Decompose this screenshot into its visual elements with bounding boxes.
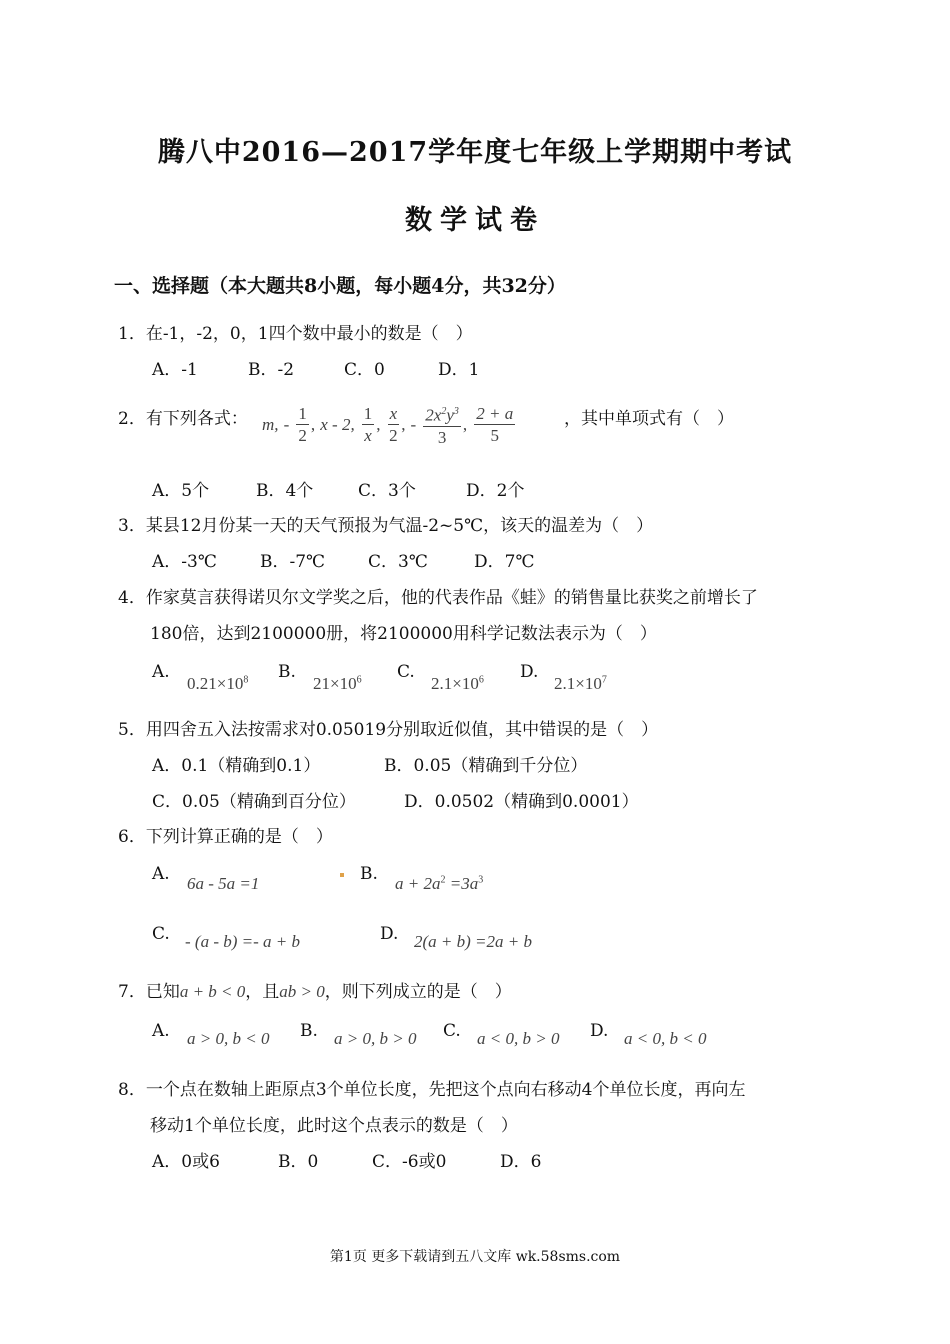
- fraction-2x2y3-over-3: [423, 402, 461, 449]
- question-6-option-d: D.: [380, 924, 399, 944]
- base: 0.21×10: [187, 674, 244, 693]
- question-6-option-c: C.: [152, 924, 170, 944]
- question-4-option-a: A.: [152, 662, 170, 682]
- minus-sign: -: [283, 414, 290, 434]
- question-4-option-c: C.: [397, 662, 415, 682]
- question-6-option-b: B.: [360, 864, 378, 884]
- question-6-option-a: A.: [152, 864, 170, 884]
- question-4-stem-line2: 180倍，达到2100000册，将2100000用科学记数法表示为（ ）: [150, 624, 657, 644]
- question-3-option-b: B．-7℃: [260, 552, 326, 572]
- question-3-option-a: A．-3℃: [152, 552, 217, 572]
- question-8-option-c: C．-6或0: [372, 1152, 447, 1172]
- fraction-1-over-x: [362, 404, 375, 447]
- expr-m: m,: [262, 414, 279, 434]
- exam-title: 腾八中2016—2017学年度七年级上学期期中考试: [157, 137, 793, 168]
- expr-lhs: a + 2a: [395, 874, 441, 893]
- question-8-stem-line1: 8．一个点在数轴上距原点3个单位长度，先把这个点向右移动4个单位长度，再向左: [118, 1080, 746, 1100]
- question-8-option-d: D．6: [500, 1152, 542, 1172]
- section-heading: 一、选择题（本大题共8小题，每小题4分，共32分）: [114, 275, 566, 297]
- fraction-1-over-2: [296, 404, 309, 447]
- question-8-stem-line2: 移动1个单位长度，此时这个点表示的数是（ ）: [150, 1116, 518, 1136]
- denominator: x: [364, 425, 372, 445]
- stray-dot: [340, 873, 344, 877]
- question-4-option-d: D.: [520, 662, 539, 682]
- question-1-option-d: D．1: [438, 360, 480, 380]
- condition-2: ab > 0: [279, 982, 325, 1001]
- numerator: x: [389, 403, 398, 423]
- numerator: 2x: [425, 405, 442, 425]
- numerator: 1: [363, 403, 373, 423]
- base: 2.1×10: [554, 674, 602, 693]
- question-6-option-b-expr: $a + 2a^2 =3a^3$: [395, 874, 484, 893]
- question-1-option-a: A．-1: [152, 360, 198, 380]
- question-7-option-c: C.: [443, 1021, 461, 1041]
- exponent: 6: [356, 674, 362, 686]
- denominator: 2: [389, 425, 398, 445]
- question-1-stem: 1．在-1，-2，0，1四个数中最小的数是（ ）: [118, 324, 473, 344]
- question-2-expressions: [262, 402, 517, 449]
- question-2-tail: ，其中单项式有（ ）: [564, 409, 734, 429]
- base: 2.1×10: [431, 674, 479, 693]
- question-8-option-b: B．0: [278, 1152, 319, 1172]
- question-4-stem-line1: 4．作家莫言获得诺贝尔文学奖之后，他的代表作品《蛙》的销售量比获奖之前增长了: [118, 588, 758, 608]
- question-4-option-d-expr: [554, 674, 607, 694]
- question-7-option-b-expr: a > 0, b > 0: [334, 1029, 417, 1048]
- exponent: 6: [478, 674, 484, 686]
- comma: ,: [401, 414, 406, 434]
- stem-post: ，则下列成立的是（ ）: [324, 982, 512, 1002]
- question-3-option-c: C．3℃: [368, 552, 428, 572]
- question-4-option-b-expr: [313, 674, 362, 694]
- question-1-option-c: C．0: [344, 360, 385, 380]
- exponent: 2: [441, 406, 447, 417]
- question-7-option-d: D.: [590, 1021, 609, 1041]
- question-7-stem: [118, 980, 512, 1004]
- fraction-x-over-2: [388, 404, 400, 447]
- expr-x-minus-2: x - 2,: [320, 414, 355, 434]
- expr-rhs: =3a: [445, 874, 479, 893]
- exponent: 3: [453, 406, 459, 417]
- minus-sign: -: [410, 414, 417, 434]
- question-6-option-a-expr: 6a - 5a =1: [187, 874, 260, 893]
- question-5-option-a: A．0.1（精确到0.1）: [152, 756, 321, 776]
- stem-mid: ，且: [245, 982, 280, 1002]
- question-5-stem: 5．用四舍五入法按需求对0.05019分别取近似值，其中错误的是（ ）: [118, 720, 659, 740]
- question-6-stem: 6．下列计算正确的是（ ）: [118, 827, 333, 847]
- question-2-option-c: C．3个: [358, 481, 416, 501]
- question-8-option-a: A．0或6: [152, 1152, 220, 1172]
- question-7-option-c-expr: a < 0, b > 0: [477, 1029, 560, 1048]
- numerator-y: y: [446, 405, 454, 425]
- exponent: 8: [243, 674, 249, 686]
- exponent: 7: [601, 674, 607, 686]
- denominator: 5: [490, 425, 499, 445]
- question-2-option-a: A．5个: [152, 481, 210, 501]
- denominator: 3: [437, 427, 447, 447]
- question-7-option-a: A.: [152, 1021, 170, 1041]
- stem-pre: 7．已知: [118, 982, 180, 1002]
- question-2-option-d: D．2个: [466, 481, 525, 501]
- question-6-option-c-expr: - (a - b) =- a + b: [185, 932, 300, 951]
- question-5-option-c: C．0.05（精确到百分位）: [152, 792, 356, 812]
- question-4-option-b: B.: [278, 662, 296, 682]
- question-2-option-b: B．4个: [256, 481, 314, 501]
- question-7-option-d-expr: a < 0, b < 0: [624, 1029, 707, 1048]
- condition-1: a + b < 0: [179, 982, 246, 1001]
- question-6-option-d-expr: 2(a + b) =2a + b: [414, 932, 532, 951]
- comma: ,: [376, 414, 381, 434]
- exam-subtitle: 数学试卷: [405, 205, 545, 236]
- page-footer: 第1页 更多下载请到五八文库 wk.58sms.com: [329, 1249, 621, 1265]
- question-7-option-a-expr: a > 0, b < 0: [187, 1029, 270, 1048]
- question-1-option-b: B．-2: [248, 360, 295, 380]
- question-3-stem: 3．某县12月份某一天的天气预报为气温-2~5℃，该天的温差为（ ）: [118, 516, 654, 536]
- numerator: 1: [298, 403, 307, 423]
- question-4-option-a-expr: [187, 674, 248, 694]
- comma: ,: [462, 414, 468, 434]
- question-3-option-d: D．7℃: [474, 552, 535, 572]
- fraction-2plusa-over-5: [474, 404, 515, 447]
- question-5-option-d: D．0.0502（精确到0.0001）: [404, 792, 639, 812]
- question-2-stem: 2．有下列各式：: [118, 409, 248, 429]
- question-4-option-c-expr: [431, 674, 484, 694]
- question-7-option-b: B.: [300, 1021, 318, 1041]
- denominator: 2: [298, 425, 307, 445]
- numerator: 2 + a: [476, 403, 514, 423]
- question-5-option-b: B．0.05（精确到千分位）: [384, 756, 588, 776]
- comma: ,: [310, 414, 316, 434]
- base: 21×10: [313, 674, 357, 693]
